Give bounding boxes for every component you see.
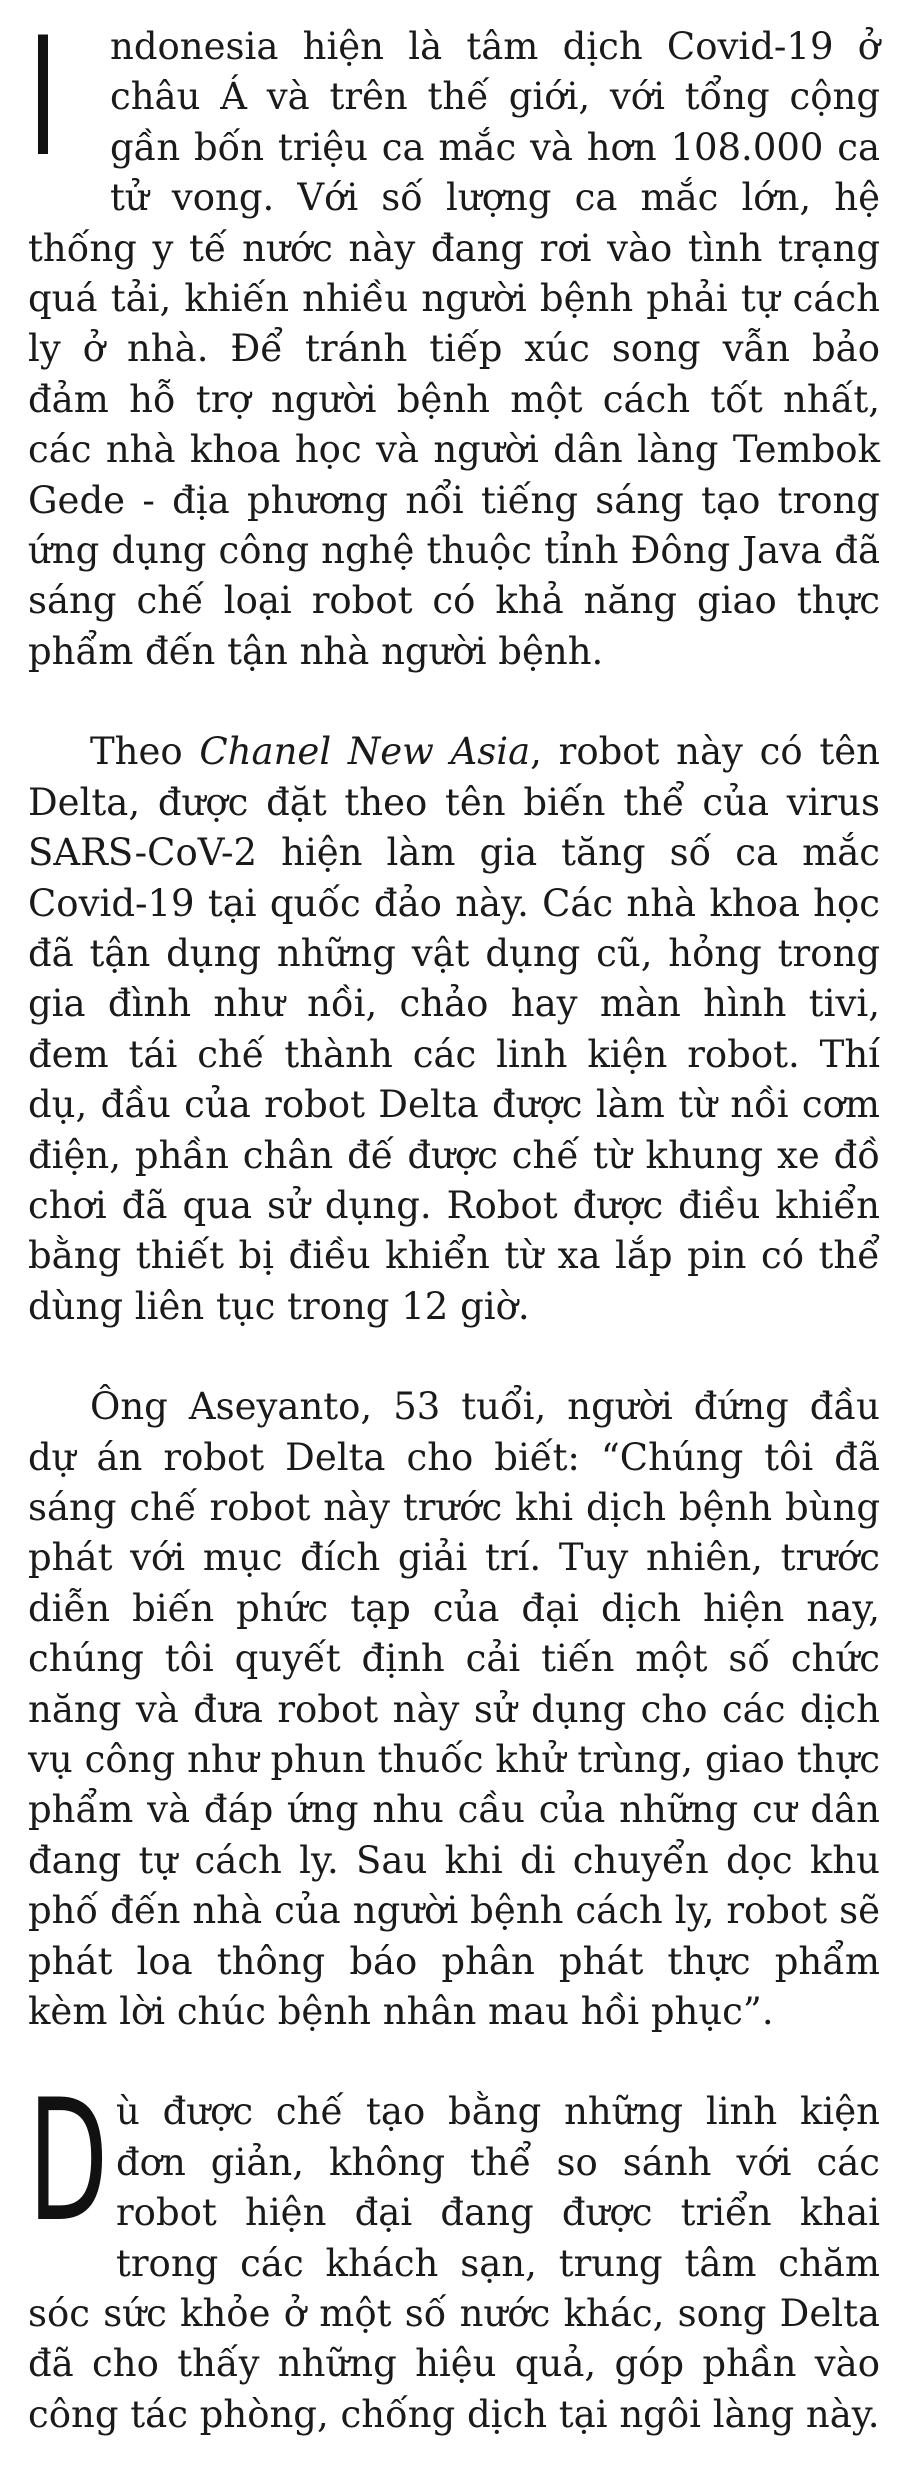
paragraph-source-text: , robot này có tên Delta, được đặt theo tên biến thể của virus SARS-CoV-2 hiện làm gia tăng số ca mắc Covid-19 tại quốc đảo này. Các nhà khoa học đã tận dụng những vật dụng cũ, hỏng trong gia đình như nồi, chảo hay màn hình tivi, đem tái chế thành các linh kiện robot. Thí dụ, đầu của robot Delta được làm từ nồi cơm điện, phần chân đế được chế từ khung xe đồ chơi đã qua sử dụng. Robot được điều khiển bằng thiết bị điều khiển từ xa lắp pin có thể dùng liên tục trong 12 giờ. (28, 730, 880, 1328)
paragraph-source (28, 727, 880, 1332)
article-body (28, 2, 880, 2490)
paragraph-conclusion (28, 2063, 880, 2440)
source-name: Chanel New Asia (199, 730, 531, 774)
paragraph-conclusion-text: ù được chế tạo bằng những linh kiện đơn giản, không thể so sánh với các robot hiện đại đang được triển khai trong các khách sạn, trung tâm chăm sóc sức khỏe ở một số nước khác, song Delta đã cho thấy những hiệu quả, góp phần vào công tác phòng, chống dịch tại ngôi làng này. (28, 2090, 880, 2436)
dropcap-letter: D (28, 2063, 109, 2260)
paragraph-quote-text: Ông Aseyanto, 53 tuổi, người đứng đầu dự án robot Delta cho biết: “Chúng tôi đã sáng chế robot này trước khi dịch bệnh bùng phát với mục đích giải trí. Tuy nhiên, trước diễn biến phức tạp của đại dịch hiện nay, chúng tôi quyết định cải tiến một số chức năng và đưa robot này sử dụng cho các dịch vụ công như phun thuốc khử trùng, giao thực phẩm và đáp ứng nhu cầu của những cư dân đang tự cách ly. Sau khi di chuyển dọc khu phố đến nhà của người bệnh cách ly, robot sẽ phát loa thông báo phân phát thực phẩm kèm lời chúc bệnh nhân mau hồi phục”. (28, 1385, 880, 2034)
paragraph-intro (28, 2, 880, 677)
paragraph-quote (28, 1382, 880, 2037)
paragraph-intro-text: ndonesia hiện là tâm dịch Covid-19 ở châu Á và trên thế giới, với tổng cộng gần bốn triệu ca mắc và hơn 108.000 ca tử vong. Với số lượng ca mắc lớn, hệ thống y tế nước này đang rơi vào tình trạng quá tải, khiến nhiều người bệnh phải tự cách ly ở nhà. Để tránh tiếp xúc song vẫn bảo đảm hỗ trợ người bệnh một cách tốt nhất, các nhà khoa học và người dân làng Tembok Gede - địa phương nổi tiếng sáng tạo trong ứng dụng công nghệ thuộc tỉnh Đông Java đã sáng chế loại robot có khả năng giao thực phẩm đến tận nhà người bệnh. (28, 25, 880, 673)
dropcap-letter: I (28, 2, 58, 193)
paragraph-source-lead: Theo (90, 730, 200, 774)
